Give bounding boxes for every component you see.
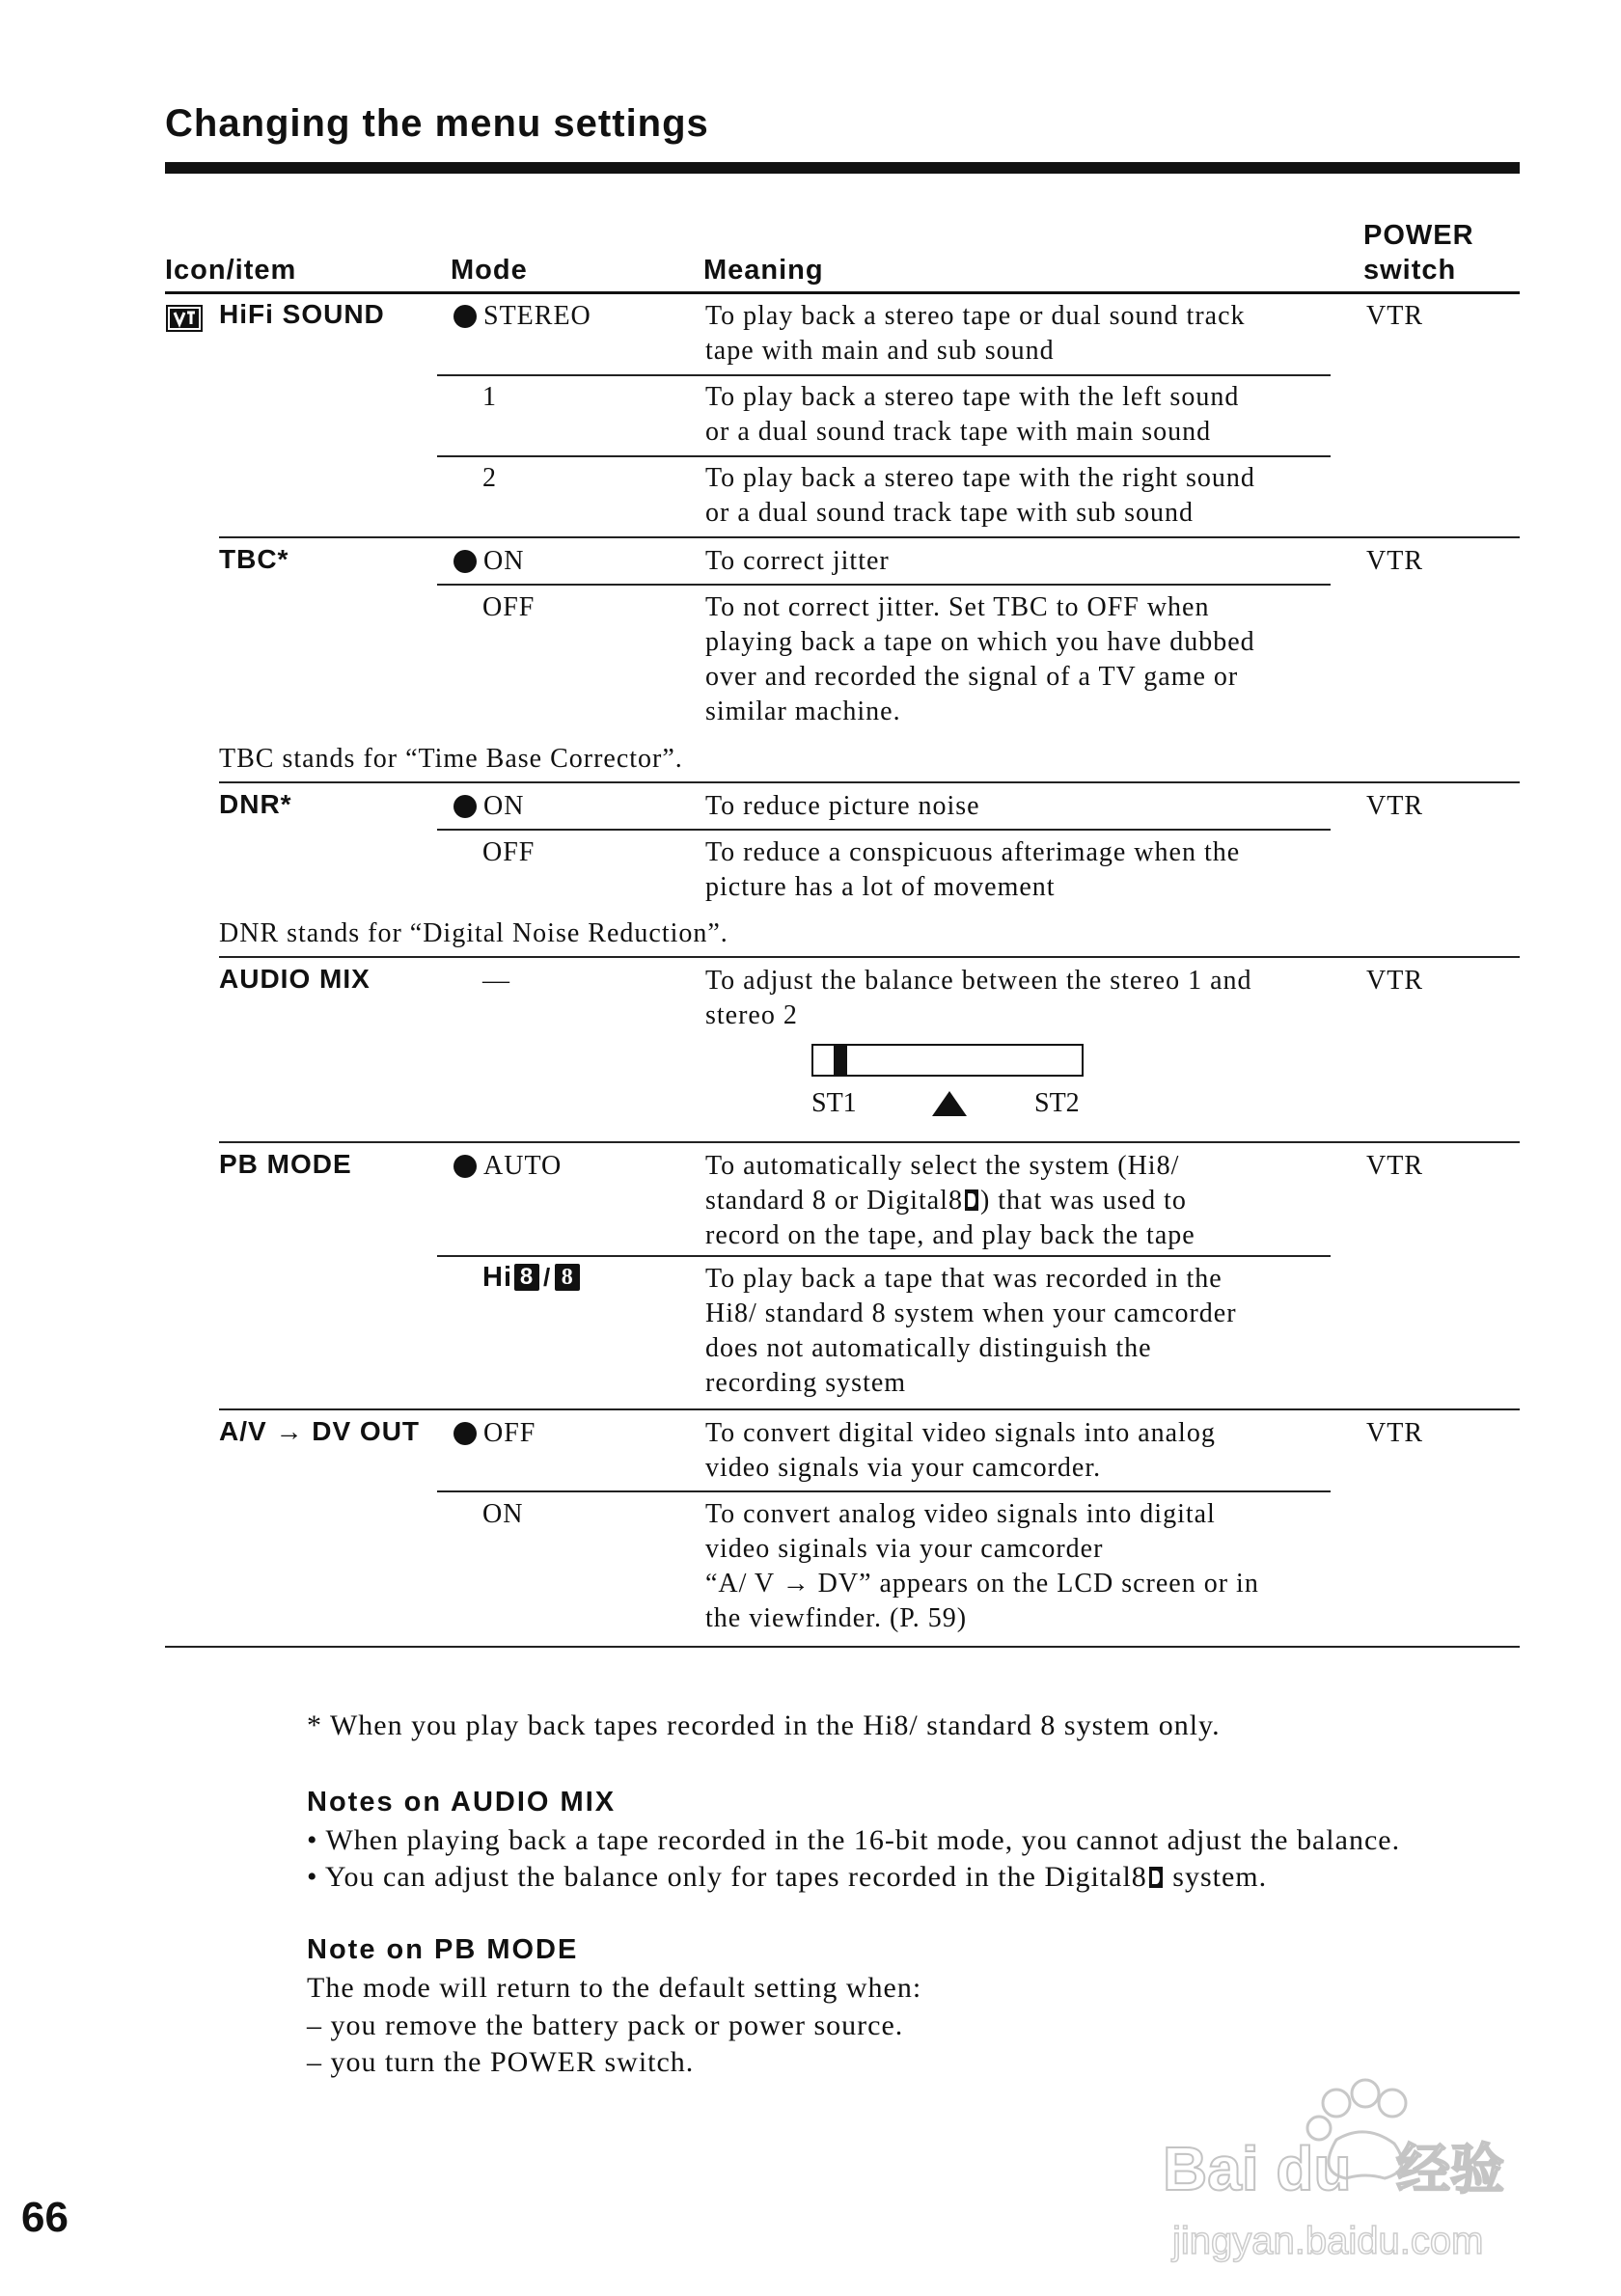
mode-stereo: STEREO	[453, 299, 591, 334]
meaning-tbc-off: To not correct jitter. Set TBC to OFF when playing back a tape on which you have dubbed over and recorded the signal of a TV game or similar machine.	[705, 592, 1255, 726]
power-dnr: VTR	[1366, 791, 1423, 821]
audio-mix-note-2: • You can adjust the balance only for tapes recorded in the Digital8 system.	[307, 1861, 1268, 1893]
dnr-note: DNR stands for “Digital Noise Reduction”.	[219, 918, 728, 948]
header-power-line1: POWER	[1363, 220, 1474, 251]
power-av-dv-out: VTR	[1366, 1418, 1423, 1448]
header-meaning: Meaning	[703, 255, 824, 286]
item-audio-mix: AUDIO MIX	[219, 964, 371, 994]
row-divider	[219, 1141, 1520, 1143]
meaning-audio-mix: To adjust the balance between the stereo 1 and stereo 2	[705, 966, 1252, 1030]
header-power-line2: switch	[1363, 255, 1457, 286]
meaning-dnr-on: To reduce picture noise	[705, 791, 980, 821]
digital8-logo-icon	[965, 1188, 978, 1213]
meaning-pb-auto: To automatically select the system (Hi8/ standard 8 or Digital8 ) that was used to record on the tape, and play back the tape	[705, 1151, 1195, 1250]
svg-text:jingyan.baidu.com: jingyan.baidu.com	[1172, 2220, 1484, 2262]
audio-mix-notes-heading: Notes on AUDIO MIX	[307, 1787, 617, 1818]
row-divider	[437, 584, 1331, 586]
mode-off: OFF	[482, 837, 536, 867]
pb-mode-note-line: The mode will return to the default setting when:	[307, 1972, 922, 2004]
row-divider	[219, 956, 1520, 958]
standard8-logo-icon: 8	[555, 1264, 580, 1291]
power-pb-mode: VTR	[1366, 1151, 1423, 1181]
mode-2: 2	[482, 463, 497, 493]
row-divider	[219, 781, 1520, 783]
tbc-note: TBC stands for “Time Base Corrector”.	[219, 744, 683, 774]
balance-indicator	[834, 1046, 847, 1075]
mode-on: ON	[482, 1499, 524, 1529]
row-divider	[437, 829, 1331, 831]
svg-text:经验: 经验	[1396, 2139, 1504, 2201]
balance-bar	[811, 1044, 1084, 1077]
default-dot-icon	[453, 305, 477, 328]
item-hifi-sound: HiFi SOUND	[219, 299, 385, 329]
meaning-tbc-on: To correct jitter	[705, 546, 890, 576]
mode-dash: —	[482, 966, 510, 996]
svg-text:Bai du: Bai du	[1163, 2134, 1352, 2203]
mode-off: OFF	[453, 1416, 536, 1451]
meaning-av-on: To convert analog video signals into digital video siginals via your camcorder “A/ V → DV” appears on the LCD screen or in the viewfinder. (P. 59)	[705, 1499, 1259, 1633]
header-icon-item: Icon/item	[165, 255, 297, 286]
digital8-logo-icon	[1149, 1865, 1163, 1890]
audio-mix-note-1: • When playing back a tape recorded in the 16-bit mode, you cannot adjust the balance.	[307, 1824, 1401, 1856]
mode-on: ON	[453, 789, 524, 824]
mode-auto: AUTO	[453, 1149, 562, 1184]
meaning-stereo: To play back a stereo tape or dual sound track tape with main and sub sound	[705, 301, 1246, 366]
item-pb-mode: PB MODE	[219, 1149, 352, 1179]
row-divider	[437, 455, 1331, 457]
table-bottom-rule	[165, 1646, 1520, 1648]
default-dot-icon	[453, 795, 477, 818]
meaning-av-off: To convert digital video signals into analog video signals via your camcorder.	[705, 1418, 1216, 1483]
baidu-watermark-logo	[1153, 2064, 1558, 2267]
asterisk-footnote: * When you play back tapes recorded in the Hi8/ standard 8 system only.	[307, 1709, 1221, 1741]
power-tbc: VTR	[1366, 546, 1423, 576]
mode-off: OFF	[482, 592, 536, 622]
triangle-up-icon	[932, 1091, 967, 1116]
header-rule	[165, 291, 1520, 294]
item-dnr: DNR*	[219, 789, 292, 819]
power-audio-mix: VTR	[1366, 966, 1423, 996]
balance-right-label: ST2	[1034, 1088, 1080, 1118]
row-divider	[437, 1255, 1331, 1257]
row-divider	[437, 374, 1331, 376]
mode-hi8-8: Hi 8 / 8	[482, 1260, 582, 1295]
default-dot-icon	[453, 550, 477, 573]
header-mode: Mode	[451, 255, 528, 286]
hi8-logo-icon: Hi 8	[482, 1260, 541, 1295]
meaning-2: To play back a stereo tape with the right sound or a dual sound track tape with sub sound	[705, 463, 1255, 528]
mode-1: 1	[482, 382, 497, 412]
meaning-dnr-off: To reduce a conspicuous afterimage when the picture has a lot of movement	[705, 837, 1241, 902]
mode-on: ON	[453, 544, 524, 579]
default-dot-icon	[453, 1155, 477, 1178]
page-title: Changing the menu settings	[165, 102, 709, 145]
meaning-pb-hi8: To play back a tape that was recorded in the Hi8/ standard 8 system when your camcorder does not automatically distinguish the recording system	[705, 1264, 1237, 1398]
pb-mode-note-line: – you turn the POWER switch.	[307, 2046, 695, 2078]
pb-mode-note-heading: Note on PB MODE	[307, 1934, 579, 1965]
balance-left-label: ST1	[811, 1088, 857, 1118]
title-rule	[165, 162, 1520, 174]
pb-mode-note-line: – you remove the battery pack or power source.	[307, 2009, 904, 2041]
item-av-dv-out: A/V → DV OUT	[219, 1416, 421, 1446]
page-number: 66	[21, 2194, 69, 2241]
item-tbc: TBC*	[219, 544, 289, 574]
video-tape-icon	[166, 305, 203, 332]
row-divider	[219, 536, 1520, 538]
power-hifi-sound: VTR	[1366, 301, 1423, 331]
row-divider	[219, 1408, 1520, 1410]
default-dot-icon	[453, 1422, 477, 1445]
row-divider	[437, 1490, 1331, 1492]
meaning-1: To play back a stereo tape with the left sound or a dual sound track tape with main sound	[705, 382, 1240, 447]
